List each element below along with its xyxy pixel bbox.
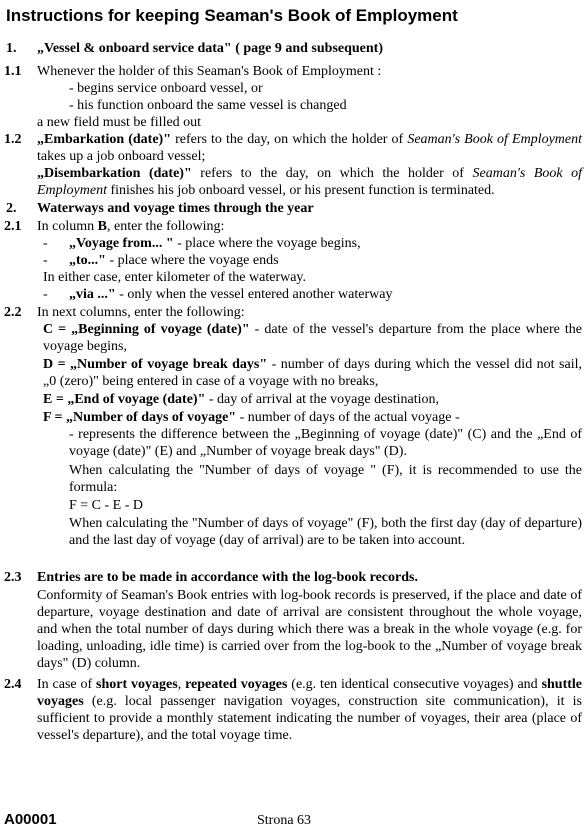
list-item-text: - begins service onboard vessel, or xyxy=(69,81,263,96)
paragraph-number: 2.4 xyxy=(4,677,22,692)
text: In column xyxy=(37,219,98,234)
definition-text xyxy=(43,321,582,355)
paragraph-number: 2.1 xyxy=(4,219,22,234)
text: finishes his job onboard vessel, or his present function is terminated. xyxy=(106,183,495,198)
dash: - xyxy=(43,236,48,251)
paragraph-text: a new field must be filled out xyxy=(37,115,202,130)
text: (e.g. local passenger navigation voyages, construction site communication), it is sufficient to provide a monthly statement indicating the number of voyages, their area (place of vessel's departure), and the total voyage time. xyxy=(37,694,582,743)
term: D = „Number of voyage break days" xyxy=(43,357,268,372)
paragraph-text xyxy=(37,218,224,235)
dash: - xyxy=(43,253,48,268)
term: „Voyage from... " xyxy=(69,236,174,251)
paragraph-text: In next columns, enter the following: xyxy=(37,305,245,320)
list-item-text xyxy=(69,286,392,303)
italic-term: Seaman's Book of Employment xyxy=(407,132,583,147)
text: - day of arrival at the voyage destination, xyxy=(205,392,440,407)
page-title: Instructions for keeping Seaman's Book of Employment xyxy=(6,6,458,25)
term: F = „Number of days of voyage" xyxy=(43,410,237,425)
paragraph-text xyxy=(37,676,582,744)
paragraph-text: In either case, enter kilometer of the waterway. xyxy=(43,270,307,285)
text: refers to the day, on which the holder of xyxy=(170,132,408,147)
paragraph-text xyxy=(37,131,582,165)
term: „via ..." xyxy=(69,287,116,302)
term: shuttle voyages xyxy=(37,677,583,709)
paragraph-text: Whenever the holder of this Seaman's Book of Employment : xyxy=(37,64,382,79)
section-number: 1. xyxy=(6,41,17,56)
text: refers to the day, on which the holder of xyxy=(191,166,473,181)
definition-text xyxy=(43,391,582,408)
term: short voyages xyxy=(96,677,178,692)
term: E = „End of voyage (date)" xyxy=(43,392,206,407)
paragraph-heading: Entries are to be made in accordance with the log-book records. xyxy=(37,570,418,585)
definition-text xyxy=(43,356,582,390)
paragraph-number: 2.2 xyxy=(4,305,22,320)
section-number: 2. xyxy=(6,201,17,216)
dash: - xyxy=(43,287,48,302)
text: - place where the voyage begins, xyxy=(173,236,361,251)
term: „to..." xyxy=(69,253,106,268)
term: „Disembarkation (date)" xyxy=(37,166,192,181)
term: „Embarkation (date)" xyxy=(37,132,171,147)
document-code: A00001 xyxy=(4,811,57,828)
paragraph-number: 1.2 xyxy=(4,132,22,147)
text: takes up a job onboard vessel; xyxy=(37,149,206,164)
text: (e.g. ten identical consecutive voyages) and xyxy=(287,677,542,692)
text: - place where the voyage ends xyxy=(105,253,279,268)
formula-text: F = C - E - D xyxy=(69,498,144,513)
column-letter: B xyxy=(97,219,107,234)
text: - number of days of the actual voyage - xyxy=(236,410,460,425)
text: , xyxy=(177,677,186,692)
section-heading: „Vessel & onboard service data" ( page 9 and subsequent) xyxy=(37,41,384,56)
paragraph-number: 1.1 xyxy=(4,64,22,79)
paragraph-text: When calculating the "Number of days of voyage" (F), both the first day (day of departure) and the last day of voyage (day of arrival) are to be taken into account. xyxy=(69,516,582,548)
paragraph-number: 2.3 xyxy=(4,570,22,585)
paragraph-text: When calculating the "Number of days of voyage " (F), it is recommended to use the formula: xyxy=(69,463,582,495)
paragraph-text xyxy=(37,165,582,199)
section-heading: Waterways and voyage times through the year xyxy=(37,201,314,216)
paragraph-text: Conformity of Seaman's Book entries with log-book records is preserved, if the place and date of departure, voyage destination and date of arrival are consistent throughout the whole voyage, and when the total number of days during which there was a break in the whole voyage (e.g. for loading, unloading, idle time) is carried over from the log-book to the „Number of voyage break days" (D) column. xyxy=(37,588,582,671)
text: - number of days during which the vessel did not sail, „0 (zero)" being entered in case of a voyage with no breaks, xyxy=(43,357,582,389)
page-number: Strona 63 xyxy=(257,813,312,828)
text: In case of xyxy=(37,677,97,692)
term: repeated voyages xyxy=(185,677,288,692)
list-item-text: - his function onboard the same vessel is changed xyxy=(69,98,347,113)
list-item-text xyxy=(69,252,279,269)
list-item-text xyxy=(69,235,361,252)
text: - date of the vessel's departure from the place where the voyage begins, xyxy=(43,322,583,354)
definition-text xyxy=(43,409,582,426)
text: - only when the vessel entered another waterway xyxy=(115,287,393,302)
text: , enter the following: xyxy=(107,219,225,234)
italic-term: Seaman's Book of Employment xyxy=(37,166,583,198)
term: C = „Beginning of voyage (date)" xyxy=(43,322,250,337)
definition-text: - represents the difference between the „Beginning of voyage (date)" (C) and the „End of voyage (date)" (E) and „Number of voyage break days" (D). xyxy=(69,427,582,459)
